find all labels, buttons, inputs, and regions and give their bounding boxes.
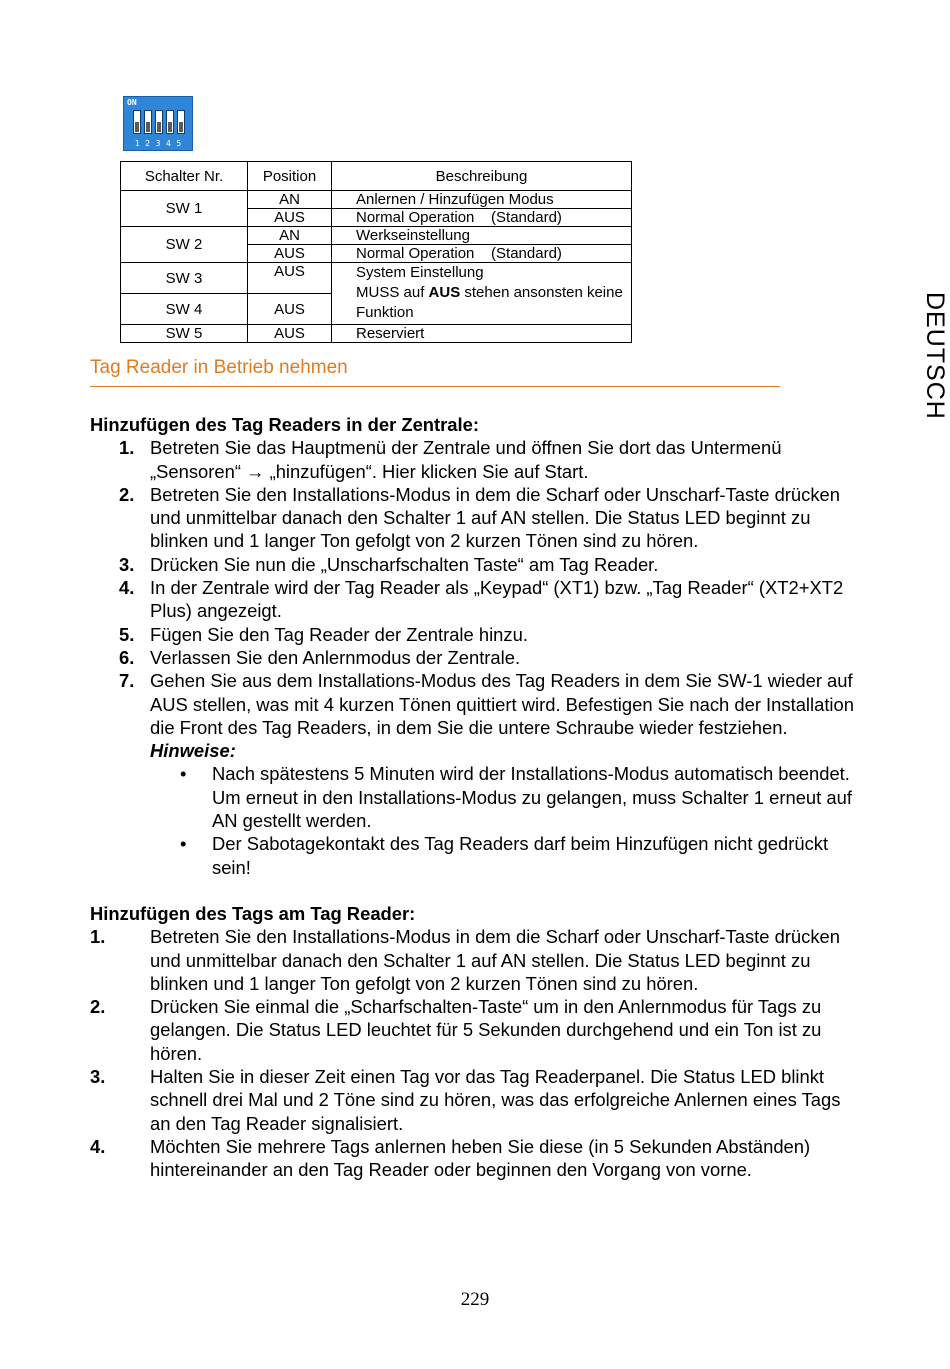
list-item: 1. Betreten Sie den Installations-Modus in dem die Scharf oder Unscharf-Taste drücken und unmittelbar danach den Schalter 1 auf AN stellen. Die Status LED beginnt zu blinken und 1 langer Ton gefolgt von 2 kurzen Tönen sind zu hören. [90, 926, 841, 994]
list-item: 1. Betreten Sie das Hauptmenü der Zentrale und öffnen Sie dort das Untermenü „Sensoren“ → „hinzufügen“. Hier klicken Sie auf Start. [119, 437, 782, 482]
notes-title: Hinweise: [150, 740, 236, 762]
notes-list [179, 762, 860, 878]
table-row-sw2 [121, 227, 632, 245]
switch-description: Anlernen / Hinzufügen Modus [332, 191, 632, 209]
language-side-label: DEUTSCH [921, 292, 949, 420]
switch-position: AUS [248, 263, 332, 294]
heading-add-tags: Hinzufügen des Tags am Tag Reader: [90, 902, 416, 924]
dip-switch-numbers: 1 2 3 4 5 [134, 139, 182, 148]
dip-on-label: ON [127, 98, 137, 107]
switch-name: SW 4 [121, 294, 248, 325]
switch-position: AN [248, 191, 332, 209]
switch-position: AN [248, 227, 332, 245]
switch-description: Normal Operation (Standard) [332, 245, 632, 263]
switch-table [120, 161, 632, 343]
dip-switch-2 [144, 110, 152, 134]
switch-description: Normal Operation (Standard) [332, 209, 632, 227]
switch-description: Werkseinstellung [332, 227, 632, 245]
switch-name: SW 5 [121, 325, 248, 343]
list-item: 6. Verlassen Sie den Anlernmodus der Zentrale. [119, 646, 521, 668]
switch-description-sw4: MUSS auf AUS stehen ansonsten keine Funktion [356, 284, 623, 321]
table-header-row [121, 162, 632, 191]
list-item: 4. Möchten Sie mehrere Tags anlernen heben Sie diese (in 5 Sekunden Abständen) hintereinander an den Tag Reader oder beginnen den Vorgang von vorne. [90, 1135, 811, 1181]
steps-add-reader [90, 436, 860, 739]
switch-position: AUS [248, 294, 332, 325]
switch-name: SW 3 [121, 263, 248, 294]
page-number: 229 [460, 1289, 490, 1310]
switch-description-sw3-sw4 [332, 263, 632, 325]
list-item: 2. Betreten Sie den Installations-Modus in dem die Scharf oder Unscharf-Taste drücken und unmittelbar danach den Schalter 1 auf AN stellen. Die Status LED beginnt zu blinken und 1 langer Ton gefolgt von 2 kurzen Tönen sind zu hören. [119, 483, 841, 552]
section-divider [90, 386, 780, 387]
dip-switch-5 [177, 110, 185, 134]
list-item: 4. In der Zentrale wird der Tag Reader als „Keypad“ (XT1) bzw. „Tag Reader“ (XT2+XT2 Plus) angezeigt. [119, 577, 844, 622]
section-title: Tag Reader in Betrieb nehmen [90, 357, 348, 378]
switch-name: SW 1 [121, 191, 248, 227]
header-switch-number: Schalter Nr. [121, 162, 248, 191]
list-item: 3. Drücken Sie nun die „Unscharfschalten Taste“ am Tag Reader. [119, 553, 659, 575]
heading-add-reader: Hinzufügen des Tag Readers in der Zentrale: [90, 414, 479, 435]
table-row-sw3-sw4 [121, 263, 632, 294]
switch-description: Reserviert [332, 325, 632, 343]
dip-switch-image [123, 96, 193, 151]
list-item: 2. Drücken Sie einmal die „Scharfschalten-Taste“ um in den Anlernmodus für Tags zu gelangen. Die Status LED leuchtet für 5 Sekunden durchgehend und ein Ton ist zu hören. [90, 996, 822, 1064]
list-item: • Der Sabotagekontakt des Tag Readers darf beim Hinzufügen nicht gedrückt sein! [180, 833, 829, 878]
steps-add-tags [90, 925, 860, 1181]
switch-position: AUS [248, 325, 332, 343]
list-item: 5. Fügen Sie den Tag Reader der Zentrale hinzu. [119, 623, 528, 645]
dip-switch-4 [166, 110, 174, 134]
dip-switch-1 [133, 110, 141, 134]
switch-name: SW 2 [121, 227, 248, 263]
table-row-sw1 [121, 191, 632, 209]
header-description: Beschreibung [332, 162, 632, 191]
instructions-content [90, 413, 860, 1182]
header-position: Position [248, 162, 332, 191]
table-row-sw5 [121, 325, 632, 343]
dip-switch-3 [155, 110, 163, 134]
list-item: • Nach spätestens 5 Minuten wird der Installations-Modus automatisch beendet. Um erneut in den Installations-Modus zu gelangen, muss Schalter 1 erneut auf AN gestellt werden. [180, 763, 852, 832]
switch-position: AUS [248, 245, 332, 263]
list-item: 3. Halten Sie in dieser Zeit einen Tag vor das Tag Readerpanel. Die Status LED blinkt schnell drei Mal und 2 Töne sind zu hören, was das erfolgreiche Anlernen eines Tags an den Tag Reader signalisiert. [90, 1066, 841, 1134]
switch-position: AUS [248, 209, 332, 227]
list-item: 7. Gehen Sie aus dem Installations-Modus des Tag Readers in dem Sie SW-1 wieder auf AUS stellen, was mit 4 kurzen Tönen quittiert wird. Befestigen Sie nach der Installation die Front des Tag Readers, in dem Sie die untere Schraube wieder festziehen. [119, 670, 854, 738]
switch-description: System Einstellung [356, 264, 484, 281]
